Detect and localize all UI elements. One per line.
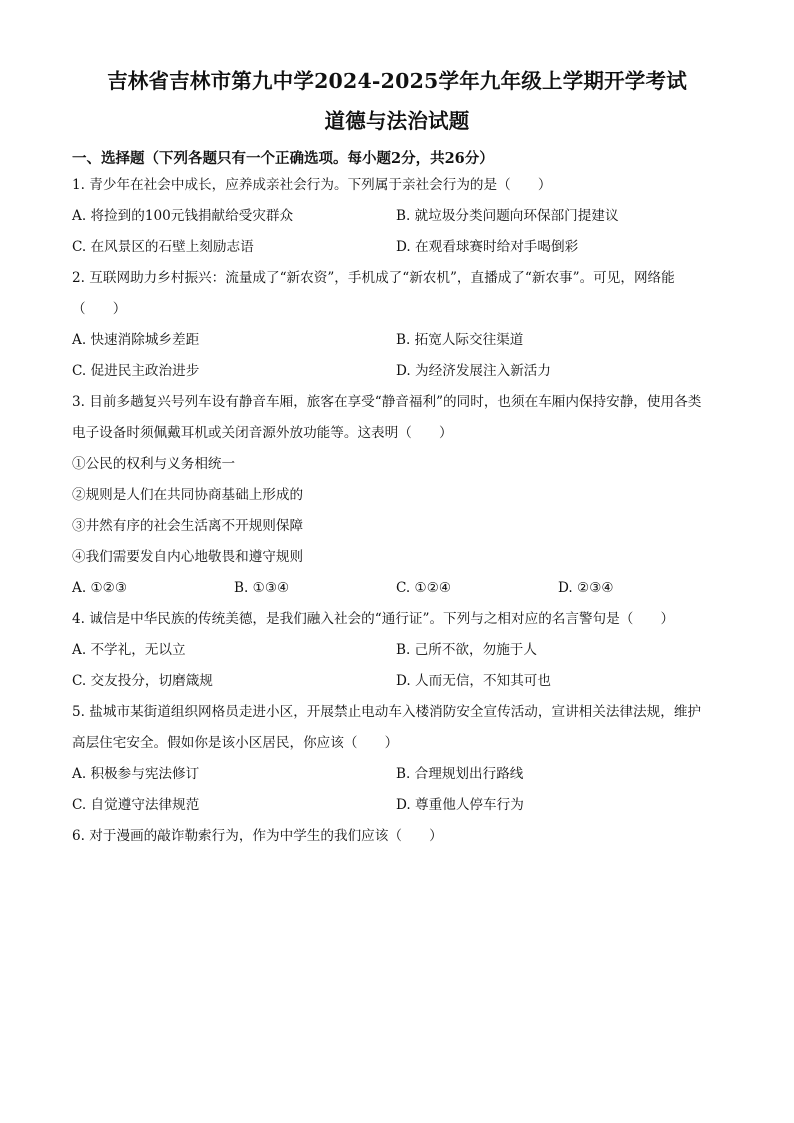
option-b: B. 合理规划出行路线 <box>396 766 524 782</box>
statement-4: ④我们需要发自内心地敬畏和遵守规则 <box>72 549 304 565</box>
option-c: C. ①②④ <box>396 580 452 596</box>
option-row <box>72 573 722 604</box>
option-c: C. 交友投分，切磨箴规 <box>72 673 213 689</box>
option-row <box>72 232 722 263</box>
exam-subtitle: 道德与法治试题 <box>324 109 470 133</box>
question-stem-cont: 高层住宅安全。假如你是该小区居民，你应该（ ） <box>72 735 399 751</box>
question-stem: 6. 对于漫画的敲诈勒索行为，作为中学生的我们应该（ ） <box>72 828 443 844</box>
option-b: B. 己所不欲，勿施于人 <box>396 642 537 658</box>
option-a: A. 积极参与宪法修订 <box>72 766 200 782</box>
option-a: A. ①②③ <box>72 580 128 596</box>
option-c: C. 自觉遵守法律规范 <box>72 797 200 813</box>
question-6 <box>72 821 722 852</box>
question-stem: 4. 诚信是中华民族的传统美德，是我们融入社会的“通行证”。下列与之相对应的名言警句是（ ） <box>72 611 675 627</box>
option-row <box>72 325 722 356</box>
option-a: A. 快速消除城乡差距 <box>72 332 200 348</box>
option-c: C. 在风景区的石壁上刻励志语 <box>72 239 254 255</box>
question-stem: 5. 盐城市某街道组织网格员走进小区，开展禁止电动车入楼消防安全宣传活动，宣讲相关法律法规，维护 <box>72 704 702 720</box>
option-d: D. ②③④ <box>558 580 614 596</box>
option-b: B. 就垃圾分类问题向环保部门提建议 <box>396 208 619 224</box>
option-row <box>72 356 722 387</box>
option-a: A. 不学礼，无以立 <box>72 642 186 658</box>
question-5 <box>72 697 722 821</box>
question-2 <box>72 263 722 387</box>
statement-3: ③井然有序的社会生活离不开规则保障 <box>72 518 304 534</box>
option-row <box>72 790 722 821</box>
option-row <box>72 759 722 790</box>
option-c: C. 促进民主政治进步 <box>72 363 200 379</box>
question-stem-cont: （ ） <box>72 301 127 317</box>
option-b: B. ①③④ <box>234 580 290 596</box>
option-row <box>72 666 722 697</box>
question-stem: 1. 青少年在社会中成长，应养成亲社会行为。下列属于亲社会行为的是（ ） <box>72 177 552 193</box>
statement-1: ①公民的权利与义务相统一 <box>72 456 236 472</box>
exam-title: 吉林省吉林市第九中学2024-2025学年九年级上学期开学考试 <box>107 69 687 93</box>
question-4 <box>72 604 722 697</box>
option-row <box>72 635 722 666</box>
option-b: B. 拓宽人际交往渠道 <box>396 332 524 348</box>
section-heading: 一、选择题（下列各题只有一个正确选项。每小题2分，共26分） <box>72 150 494 167</box>
question-stem: 3. 目前多趟复兴号列车设有静音车厢，旅客在享受“静音福利”的同时，也须在车厢内保持安静，使用各类 <box>72 394 702 410</box>
question-stem-cont: 电子设备时须佩戴耳机或关闭音源外放功能等。这表明（ ） <box>72 425 453 441</box>
option-d: D. 在观看球赛时给对手喝倒彩 <box>396 239 579 255</box>
option-d: D. 为经济发展注入新活力 <box>396 363 551 379</box>
option-row <box>72 201 722 232</box>
option-a: A. 将捡到的100元钱捐献给受灾群众 <box>72 208 294 224</box>
option-d: D. 尊重他人停车行为 <box>396 797 524 813</box>
question-1 <box>72 170 722 263</box>
question-3 <box>72 387 722 604</box>
statement-2: ②规则是人们在共同协商基础上形成的 <box>72 487 304 503</box>
question-stem: 2. 互联网助力乡村振兴：流量成了“新农资”，手机成了“新农机”，直播成了“新农事”。可见，网络能 <box>72 270 675 286</box>
option-d: D. 人而无信，不知其可也 <box>396 673 551 689</box>
